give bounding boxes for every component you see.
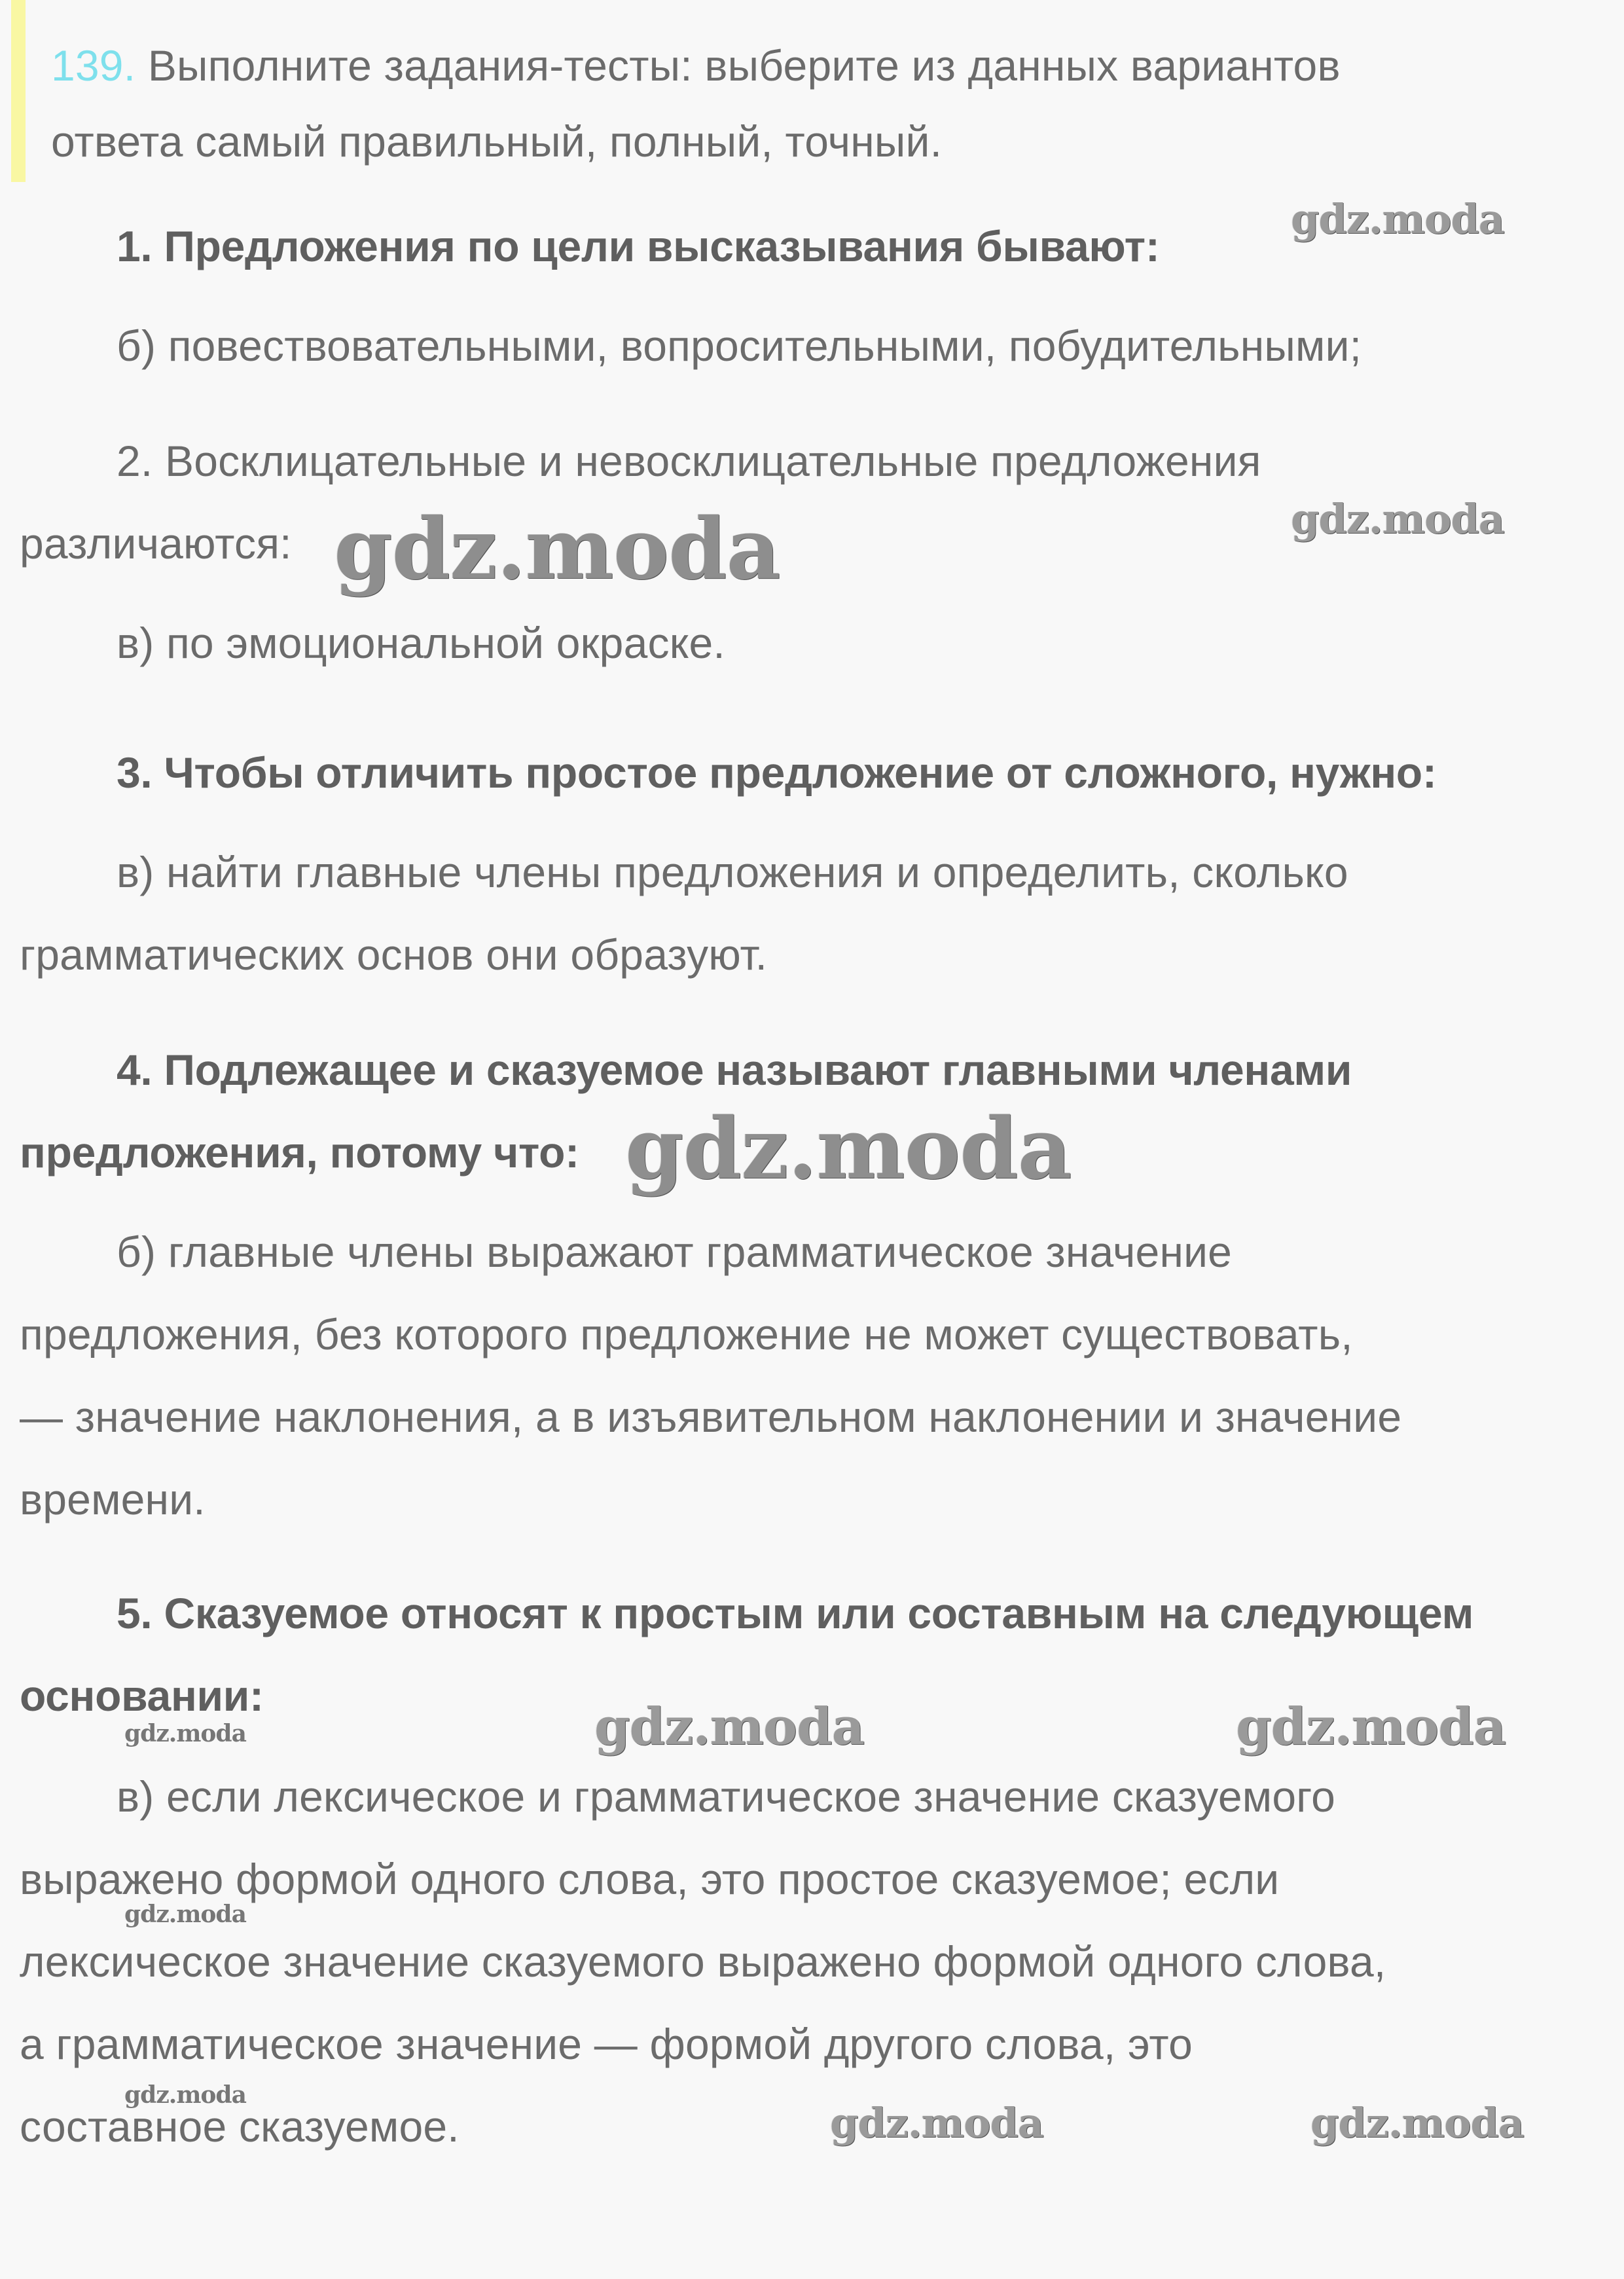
question-2-line-2: различаются: [20,519,292,568]
answer-4-line-4: времени. [20,1475,206,1523]
task-intro-line-1 [51,39,1341,92]
question-5-line-1: 5. Сказуемое относят к простым или составным на следующем [117,1589,1474,1637]
watermark: gdz.moda [124,1901,246,1928]
task-number: 139. [51,41,136,90]
task-intro-line-2: ответа самый правильный, полный, точный. [51,117,943,166]
answer-5-line-4: а грамматическое значение — формой другого слова, это [20,2020,1193,2068]
watermark: gdz.moda [1310,2099,1524,2147]
answer-2: в) по эмоциональной окраске. [117,619,725,667]
question-4-line-2: предложения, потому что: [20,1128,579,1176]
watermark: gdz.moda [334,500,780,598]
question-5-line-2: основании: [20,1671,264,1720]
watermark: gdz.moda [594,1697,865,1757]
question-4-line-1: 4. Подлежащее и сказуемое называют главными членами [117,1046,1352,1094]
watermark: gdz.moda [830,2099,1043,2147]
answer-3-line-1: в) найти главные члены предложения и определить, сколько [117,848,1348,896]
answer-4-line-1: б) главные члены выражают грамматическое значение [117,1228,1233,1276]
watermark: gdz.moda [1236,1697,1506,1757]
watermark: gdz.moda [1291,195,1504,243]
answer-5-line-5: составное сказуемое. [20,2102,460,2151]
question-1: 1. Предложения по цели высказывания бывают: [117,222,1160,270]
accent-bar [11,0,26,182]
answer-4-line-2: предложения, без которого предложение не может существовать, [20,1310,1353,1358]
answer-5-line-2: выражено формой одного слова, это простое сказуемое; если [20,1855,1280,1903]
task-intro-text: Выполните задания-тесты: выберите из данных вариантов [147,41,1341,90]
answer-4-line-3: — значение наклонения, а в изъявительном наклонении и значение [20,1393,1402,1441]
answer-5-line-3: лексическое значение сказуемого выражено формой одного слова, [20,1937,1386,1986]
watermark: gdz.moda [124,2081,246,2109]
watermark: gdz.moda [625,1100,1072,1198]
watermark: gdz.moda [124,1720,246,1747]
watermark: gdz.moda [1291,495,1504,543]
question-3: 3. Чтобы отличить простое предложение от сложного, нужно: [117,748,1437,797]
question-2-line-1: 2. Восклицательные и невосклицательные предложения [117,437,1261,485]
answer-3-line-2: грамматических основ они образуют. [20,930,768,979]
answer-1: б) повествовательными, вопросительными, побудительными; [117,321,1362,370]
answer-5-line-1: в) если лексическое и грамматическое значение сказуемого [117,1772,1336,1821]
